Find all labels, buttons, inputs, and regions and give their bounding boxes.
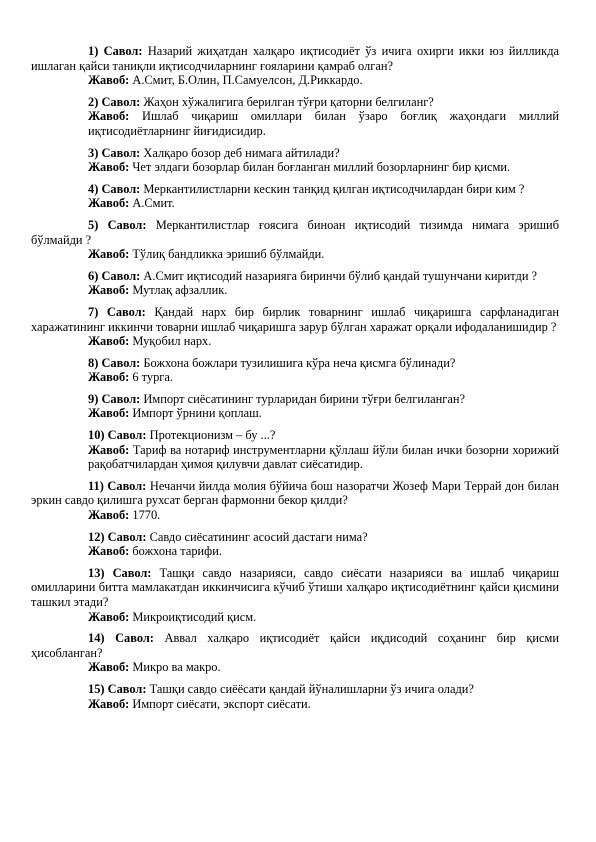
answer [31,697,559,712]
answer-text: Мутлақ афзаллик. [132,283,228,298]
answer-label: Жавоб: [88,696,130,711]
answer-text: божхона тарифи. [132,544,222,559]
question-text: Меркантилистларни кескин танқид қилган иқтисодчилардан бири ким ? [143,181,525,196]
answer-label: Жавоб: [88,73,130,88]
answer [31,73,559,88]
question-number: 11) [88,478,104,493]
answer-text: 6 турга. [132,370,173,385]
question-label: Савол: [107,217,147,232]
answer-text: Тариф ва нотариф инструментларни қўллаш йўли билан ички бозорни хорижий рақобатчилардан ҳимоя қилувчи давлат сиёсатидир. [88,442,559,472]
question [31,182,559,197]
question [31,305,559,334]
question-label: Савол: [101,145,141,160]
question-label: Савол: [101,268,141,283]
qa-item [31,631,559,675]
question-text: Қандай нарх бир бирлик товарнинг ишлаб чиқаришга сарфланадиган харажатининг иккинчи товарни ишлаб чиқаришга зарур бўлган харажат орқали ифодаланишидир ? [31,304,559,334]
answer-text: Импорт ўрнини қоплаш. [132,406,262,421]
qa-item [31,305,559,349]
qa-item [31,530,559,559]
question-text: Протекционизм – бу ...? [149,428,276,443]
answer-text: Ишлаб чиқариш омиллари билан ўзаро боғлиқ жаҳондаги миллий иқтисодиётларнинг йиғидисидир. [88,109,559,138]
question-text: Савдо сиёсатининг асосий дастаги нима? [149,529,368,544]
question-text: Божхона божлари тузилишига кўра неча қисмга бўлинади? [143,355,456,370]
question-number: 5) [88,217,99,232]
answer [31,443,559,472]
question-text: А.Смит иқтисодий назарияга биринчи бўлиб қандай тушунчани киритди ? [143,268,538,283]
question-text: Халқаро бозор деб нимага айтилади? [143,145,340,160]
qa-item [31,95,559,139]
question-text: Нечанчи йилда молия бўйича бош назоратчи Жозеф Мари Террай дон билан эркин савдо қилишга рухсат берган фармонни бекор қилди? [31,478,559,508]
answer-text: Чет элдаги бозорлар билан боғланган миллий бозорларнинг бир қисми. [132,160,511,175]
answer [31,610,559,625]
answer [31,160,559,175]
question [31,146,559,161]
question-label: Савол: [101,391,141,406]
answer-text: А.Смит, Б.Олин, П.Самуелсон, Д.Риккардо. [132,73,363,88]
answer [31,247,559,262]
answer [31,660,559,675]
question-text: Аввал халқаро иқтисодиёт қайси иқдисодий соҳанинг бир қисми ҳисобланган? [31,631,560,660]
answer-label: Жавоб: [88,283,130,298]
question [31,479,559,508]
answer-label: Жавоб: [88,660,130,675]
question [31,631,559,660]
question [31,218,559,247]
question-number: 13) [88,565,105,580]
question-number: 8) [88,355,99,370]
answer-label: Жавоб: [88,247,130,262]
question-label: Савол: [107,529,147,544]
answer-label: Жавоб: [88,544,130,559]
question-text: Импорт сиёсатининг турларидан бирини тўғри белгиланган? [143,391,465,406]
question-label: Савол: [115,631,154,646]
answer-label: Жавоб: [88,160,130,175]
question-label: Савол: [103,44,143,58]
answer-text: Импорт сиёсати, экспорт сиёсати. [132,696,311,711]
question [31,682,559,697]
qa-item [31,479,559,523]
question-number: 10) [88,428,105,443]
question [31,530,559,545]
qa-item [31,269,559,298]
question [31,392,559,407]
qa-item [31,146,559,175]
question-number: 7) [88,304,99,319]
question-label: Савол: [106,304,146,319]
question-number: 14) [88,631,105,646]
question-label: Савол: [112,565,152,580]
answer-text: 1770. [132,508,161,523]
answer-label: Жавоб: [88,370,130,385]
answer-text: А.Смит. [132,196,175,211]
question-number: 12) [88,529,105,544]
answer [31,196,559,211]
answer-text: Микроиқтисодий қисм. [132,609,257,624]
answer-label: Жавоб: [88,196,130,211]
answer [31,544,559,559]
answer [31,109,559,138]
answer-label: Жавоб: [88,109,130,124]
qa-item [31,392,559,421]
document-page [31,44,559,718]
qa-item [31,44,559,88]
question-label: Савол: [101,181,141,196]
qa-item [31,566,559,624]
question-text: Жаҳон хўжалигига берилган тўғри қаторни белгиланг? [143,94,434,109]
question-text: Ташқи савдо назарияси, савдо сиёсати назарияси ва ишлаб чиқариш омилларини битта мамлакатдан иккинчисига кўчиб ўтиши халқаро иқтисодиётнинг қайси қисмини ташкил этади? [31,565,559,609]
question-text: Меркантилистлар ғоясига биноан иқтисодий тизимда нимага эришиб бўлмайди ? [31,217,559,247]
answer-label: Жавоб: [88,508,130,523]
answer [31,370,559,385]
question [31,95,559,110]
question [31,428,559,443]
question-label: Савол: [107,681,147,696]
question-number: 1) [88,44,99,58]
qa-item [31,218,559,262]
answer-label: Жавоб: [88,609,130,624]
answer [31,406,559,421]
answer [31,283,559,298]
question-number: 3) [88,145,99,160]
answer-text: Тўлиқ бандликка эришиб бўлмайди. [132,247,325,262]
answer-text: Муқобил нарх. [132,334,212,349]
answer [31,508,559,523]
question-number: 6) [88,268,99,283]
answer-text: Микро ва макро. [132,660,221,675]
qa-item [31,682,559,711]
question-text: Ташқи савдо сиёёсати қандай йўналишларни ўз ичига олади? [149,681,474,696]
question [31,566,559,610]
answer-label: Жавоб: [88,334,130,349]
question-text: Назарий жиҳатдан халқаро иқтисодиёт ўз ичига охирги икки юз йилликда ишлаган қайси таниқли иқтисодчиларнинг ғояларини қамраб олган? [31,44,559,73]
question-number: 9) [88,391,99,406]
question-number: 15) [88,681,105,696]
question [31,269,559,284]
question-label: Савол: [101,94,141,109]
question-label: Савол: [107,428,147,443]
question-number: 4) [88,181,99,196]
qa-item [31,182,559,211]
question [31,44,559,73]
question-label: Савол: [101,355,141,370]
question-label: Савол: [107,478,147,493]
question-number: 2) [88,94,99,109]
qa-item [31,428,559,472]
qa-item [31,356,559,385]
answer [31,334,559,349]
question [31,356,559,371]
answer-label: Жавоб: [88,442,130,457]
answer-label: Жавоб: [88,406,130,421]
